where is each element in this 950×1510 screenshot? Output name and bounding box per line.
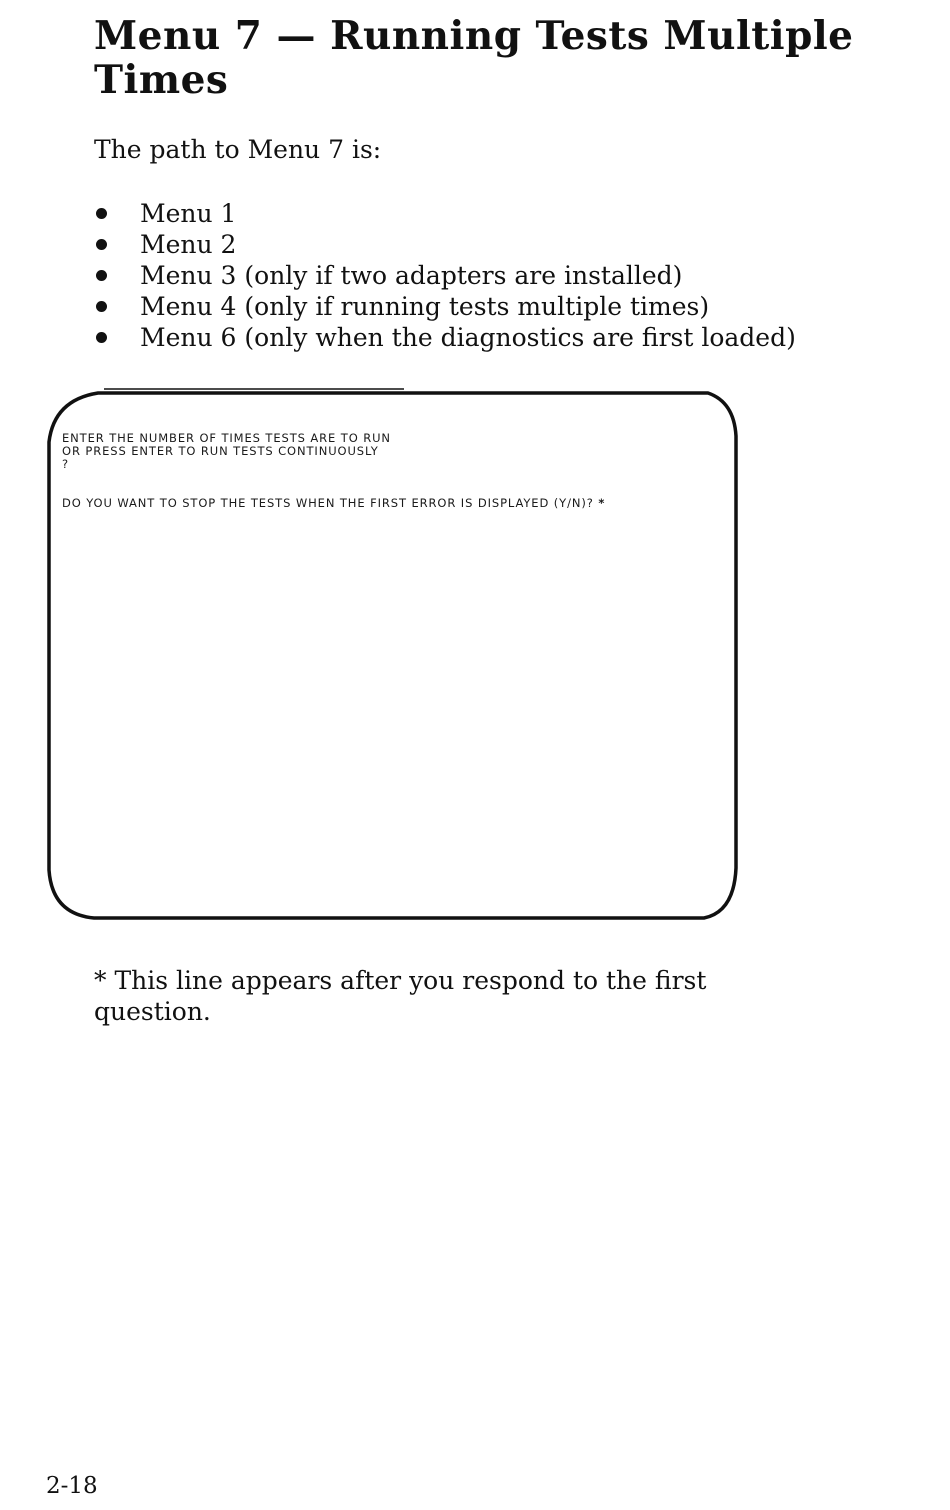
bullet-icon — [96, 332, 107, 343]
bullet-icon — [96, 208, 107, 219]
screen-question-text: DO YOU WANT TO STOP THE TESTS WHEN THE FIRST ERROR IS DISPLAYED (Y/N)? — [62, 496, 594, 510]
list-item-label: Menu 6 (only when the diagnostics are first loaded) — [140, 323, 796, 352]
screen-text-area — [62, 432, 605, 510]
footnote: * This line appears after you respond to the first question. — [94, 966, 707, 1026]
screen-question-line — [62, 497, 605, 510]
page-title: Menu 7 — Running Tests Multiple Times — [94, 13, 854, 103]
page-number: 2-18 — [46, 1473, 98, 1499]
list-item-label: Menu 3 (only if two adapters are installed) — [140, 261, 683, 290]
list-item-label: Menu 4 (only if running tests multiple times) — [140, 292, 710, 321]
list-item — [94, 291, 796, 322]
menu-path-list — [94, 198, 796, 353]
screen-prompt-line: OR PRESS ENTER TO RUN TESTS CONTINUOUSLY — [62, 444, 379, 458]
footnote-marker: * — [598, 496, 606, 510]
screen-input-prompt: ? — [62, 457, 70, 471]
list-item — [94, 198, 796, 229]
list-item-label: Menu 2 — [140, 230, 237, 259]
list-item — [94, 260, 796, 291]
bullet-icon — [96, 301, 107, 312]
bullet-icon — [96, 270, 107, 281]
screen-prompt-line: ENTER THE NUMBER OF TIMES TESTS ARE TO RUN — [62, 431, 391, 445]
bullet-icon — [96, 239, 107, 250]
intro-text: The path to Menu 7 is: — [94, 135, 382, 164]
list-item — [94, 229, 796, 260]
list-item — [94, 322, 796, 353]
list-item-label: Menu 1 — [140, 199, 237, 228]
